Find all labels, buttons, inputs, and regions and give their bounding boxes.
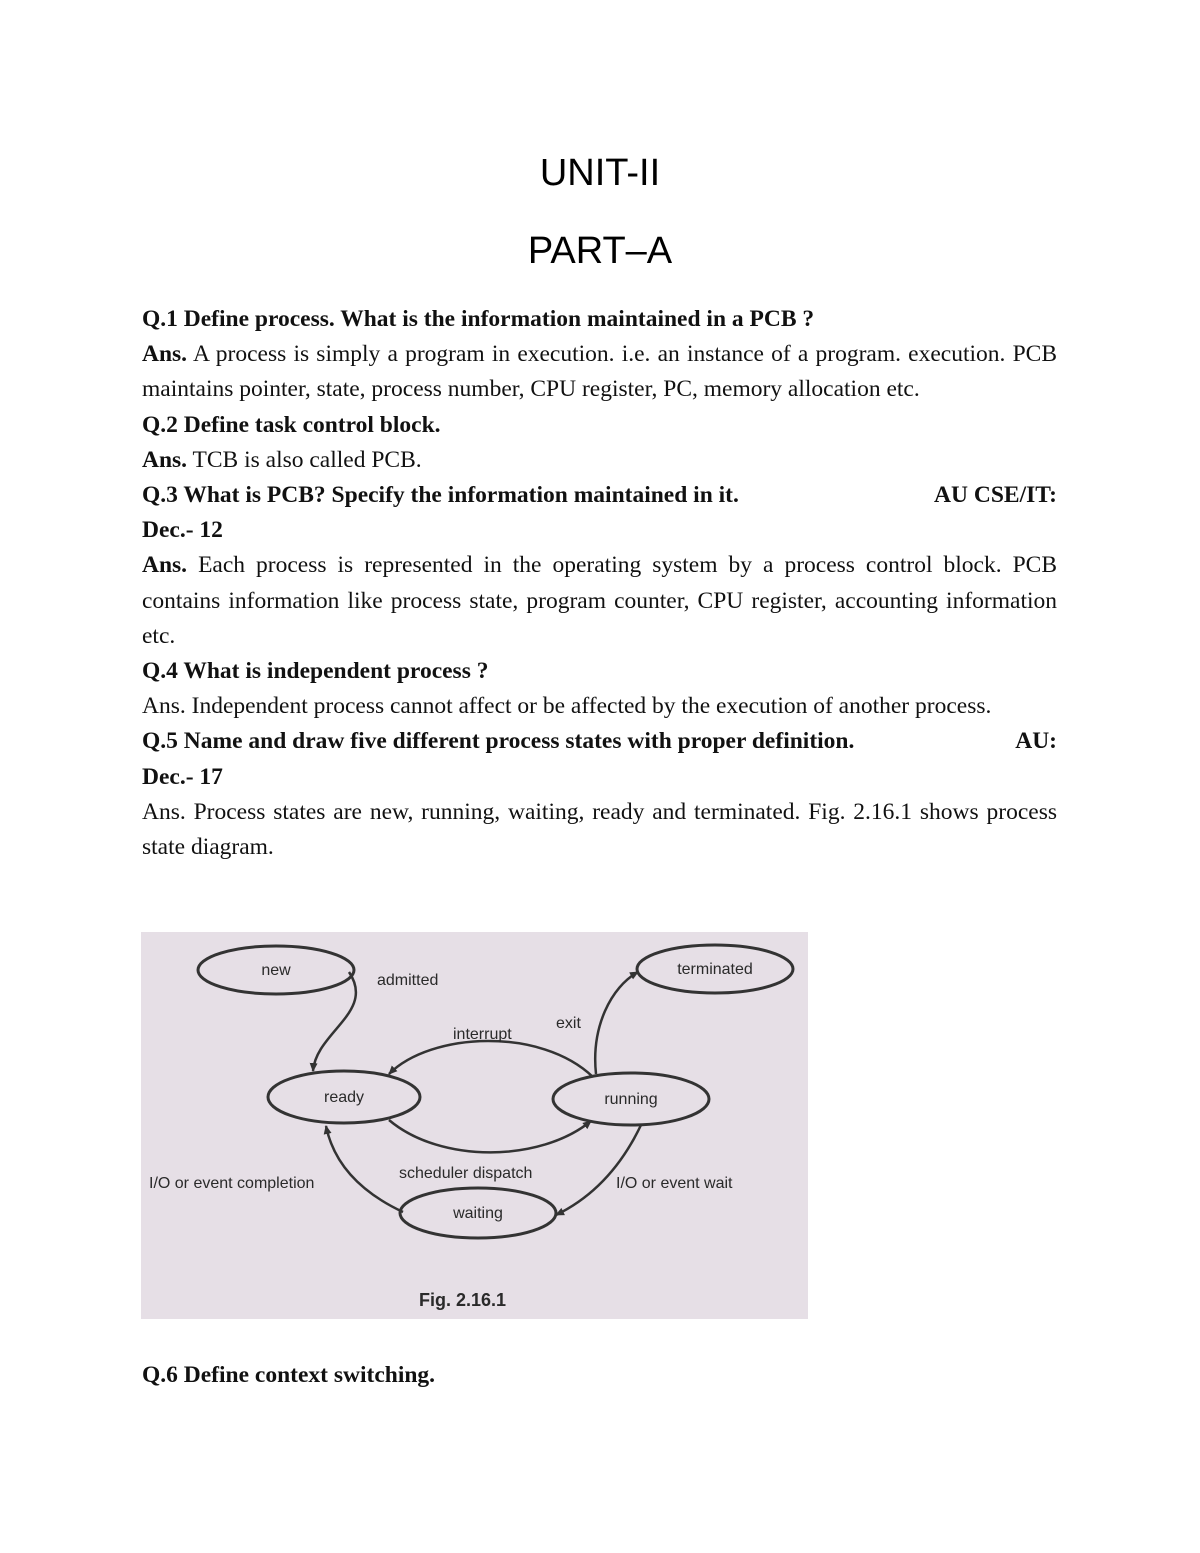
- answer-2-text: TCB is also called PCB.: [187, 446, 422, 473]
- question-2: Q.2 Define task control block.: [142, 411, 441, 438]
- scheduler-dispatch-arrow: [389, 1120, 591, 1152]
- question-6: Q.6 Define context switching.: [142, 1362, 436, 1388]
- answer-2: [142, 443, 1057, 478]
- question-5: [142, 724, 1057, 759]
- question-3: [142, 478, 1057, 513]
- exit-arrow: [595, 972, 638, 1074]
- question-4: Q.4 What is independent process ?: [142, 658, 489, 685]
- state-new-label: new: [261, 962, 291, 979]
- exit-label: exit: [556, 1015, 581, 1032]
- answer-1: [142, 337, 1057, 407]
- qa-section-continued: [142, 1358, 1057, 1393]
- interrupt-arrow: [389, 1041, 593, 1077]
- io-completion-arrow: [326, 1126, 403, 1212]
- state-ready-label: ready: [323, 1089, 365, 1106]
- io-wait-label: I/O or event wait: [616, 1175, 733, 1192]
- answer-4: Ans. Independent process cannot affect or be affected by the execution of another process.: [142, 693, 992, 720]
- qa-section: [142, 302, 1057, 865]
- question-3-tag: AU CSE/IT:: [934, 482, 1057, 509]
- question-3-date: Dec.- 12: [142, 517, 223, 544]
- question-5-text: Q.5 Name and draw five different process states with proper definition.: [142, 728, 855, 755]
- answer-3-text: Each process is represented in the operating system by a process control block. PCB contains information like process state, program counter, CPU register, accounting information etc.: [142, 552, 1057, 649]
- state-running-label: running: [604, 1091, 658, 1108]
- answer-label: Ans.: [142, 341, 188, 368]
- interrupt-label: interrupt: [453, 1026, 512, 1043]
- process-state-figure: [141, 932, 808, 1319]
- question-3-text: Q.3 What is PCB? Specify the information maintained in it.: [142, 482, 739, 509]
- answer-label: Ans.: [142, 552, 188, 579]
- answer-1-text: A process is simply a program in execution. i.e. an instance of a program. execution. PCB maintains pointer, state, process number, CPU register, PC, memory allocation etc.: [142, 341, 1057, 403]
- io-wait-arrow: [556, 1125, 641, 1215]
- question-1: Q.1 Define process. What is the information maintained in a PCB ?: [142, 306, 815, 332]
- answer-3: [142, 548, 1057, 654]
- admitted-label: admitted: [377, 972, 439, 989]
- scheduler-dispatch-label: scheduler dispatch: [399, 1165, 533, 1182]
- io-completion-label: I/O or event completion: [149, 1175, 315, 1192]
- process-state-diagram: [141, 932, 808, 1319]
- part-title: PART–A: [527, 230, 673, 272]
- question-5-tag: AU:: [1015, 728, 1057, 755]
- state-waiting-label: waiting: [453, 1205, 503, 1222]
- answer-label: Ans.: [142, 446, 188, 473]
- state-terminated-label: terminated: [677, 961, 753, 978]
- unit-title: UNIT-II: [539, 152, 661, 194]
- question-5-date: Dec.- 17: [142, 763, 223, 790]
- answer-5: Ans. Process states are new, running, waiting, ready and terminated. Fig. 2.16.1 shows process state diagram.: [142, 798, 1057, 861]
- figure-caption: Fig. 2.16.1: [419, 1290, 507, 1310]
